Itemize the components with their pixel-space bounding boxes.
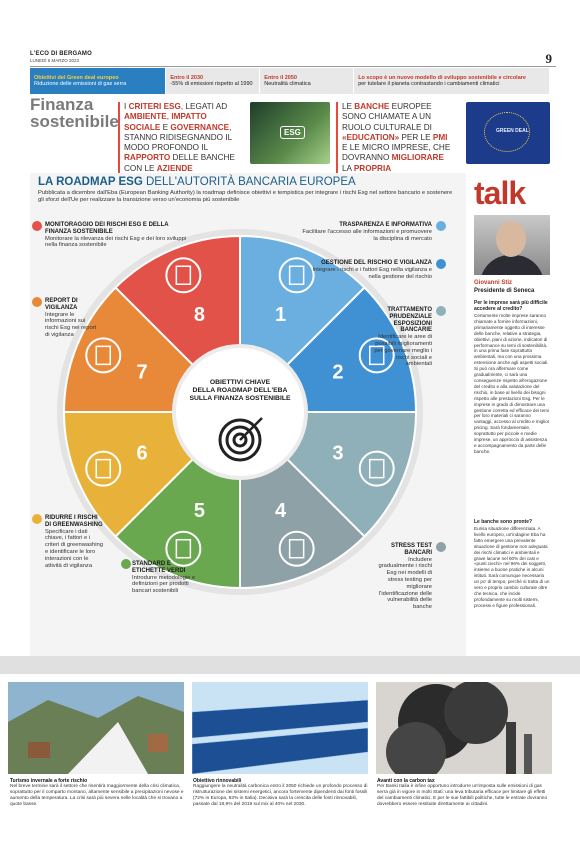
- talk-heading: talk: [474, 175, 526, 211]
- intro-banks: LE BANCHE EUROPEE SONO CHIAMATE A UN RUOLO CULTURALE DI «EDUCATION» PER LE PMI E LE MICRO IMPRESE, CHE DOVRANNO MIGLIORARE LA PROPRIA: [336, 102, 454, 184]
- center-title-line: OBIETTIVI CHIAVE: [209, 379, 271, 386]
- answer-1: Certamente molte imprese saranno chiamate a fornire informazioni, primariamente oggetto di interesse delle banche, relative a strategia, obiettivi, piani di azione, indicatori di performance su temi di sostenibilità, in una prima fase soprattutto ambientali, ma con una prossima estensione anche agli aspetti sociali. Si può ora affermare come gradualmente, ci sarà una conseguenze rispetto all'erogazione del credito e alla valutazione del rischio, in base al livello dei bisogni rispetto alle prestazioni Esg. Per le imprese in grado di dimostrare una gestione corretta ed efficace dei temi per loro materiali ci saranno vantaggi, accesso al credito e miglior pricing. Sarà fondamentale, soprattutto per piccole e medie imprese, un approccio di assistenza e accompagnamento da parte delle banche.: [474, 313, 550, 454]
- item-8-dot: [32, 221, 42, 231]
- question-1: Per le imprese sarà più difficile accedere al credito?: [474, 300, 548, 312]
- item-5-dot: [121, 559, 131, 569]
- segment-number-3: 3: [332, 442, 344, 465]
- eu-green-deal-photo: GREEN DEAL: [466, 102, 550, 164]
- item-6-dot: [32, 514, 42, 524]
- band-cell-4: Lo scopo è un nuovo modello di sviluppo sostenibile e circolare per tutelare il pianeta contrastando i cambiamenti climatici: [354, 68, 550, 94]
- item-4: STRESS TEST BANCARI Includere gradualmente i rischi Esg nei modelli di stress testing per migliorare l'identificazione delle vulnerabilità delle banche: [378, 543, 432, 611]
- answer-2: Eurisa situazione differenziata. A livello europeo, un'indagine Eba ha fatto emergere una prevalente situazione di gestione non adeguata dei rischi climatici e ambientali e grave lacune nel 60% dei casi e «punti ciechi» nel 96% dei soggetti, insieme a buone pratiche in alcuni istituti. Sarà comunque necessario un po' di tempo, perché si tratta di un vero e proprio cambio culturale oltre che tecnica, che incide profondamente su molti sistemi, processi e figure professionali.: [474, 526, 550, 608]
- segment-number-8: 8: [193, 304, 205, 327]
- roadmap-lead: Pubblicata a dicembre dall'Eba (European Banking Authority) la roadmap definisce obiettivi e tempistica per integrare i rischi Esg nel settore bancario e sostenere gli sforzi dell'Ue per realizzare la transizione verso un'economia più sostenibile: [38, 190, 453, 203]
- roadmap-title: LA ROADMAP ESG DELL'AUTORITÀ BANCARIA EUROPEA: [38, 176, 356, 188]
- item-1-dot: [436, 221, 446, 231]
- esg-photo: ESG: [250, 102, 330, 164]
- item-2: GESTIONE DEL RISCHIO E VIGILANZA Integrare i rischi e i fattori Esg nella vigilanza e nella gestione del rischio: [312, 260, 432, 280]
- item-8: MONITORAGGIO DEI RISCHI ESG E DELLA FINANZA SOSTENIBILE Monitorare la rilevanza dei rischi Esg e dei loro sviluppi nella finanza sostenibile: [45, 222, 187, 249]
- item-2-dot: [436, 259, 446, 269]
- wheel-center: [176, 348, 304, 476]
- band-cell-2: Entro il 2030 -55% di emissioni rispetto al 1990: [166, 68, 260, 94]
- segment-number-4: 4: [275, 499, 287, 522]
- item-3-dot: [436, 306, 446, 316]
- item-1: TRASPARENZA E INFORMATIVA Facilitare l'accesso alle informazioni e promuovere la disciplina di mercato: [302, 222, 432, 242]
- item-7-dot: [32, 297, 42, 307]
- segment-number-6: 6: [136, 442, 148, 465]
- item-4-dot: [436, 542, 446, 552]
- segment-number-1: 1: [275, 304, 287, 327]
- intro-esg: I CRITERI ESG, LEGATI AD AMBIENTE, IMPATTO SOCIALE E GOVERNANCE, STANNO RIDISEGNANDO IL MODO PROFONDO IL RAPPORTO DELLE BANCHE CON LE AZIENDE: [118, 102, 242, 174]
- band-cell-1: Obiettivi del Green deal europeo Riduzione delle emissioni di gas serra: [30, 68, 166, 94]
- item-6: RIDURRE I RISCHI DI GREENWASHING Specificare i dati chiave, i fattori e i criteri di greenwashing e identificare le loro interazioni con le attività di vigilanza: [45, 515, 103, 569]
- center-title-line: DELLA ROADMAP DELL'EBA: [192, 387, 288, 394]
- item-5: STANDARD E ETICHETTE VERDI Introdurre metodologie e definizioni per prodotti bancari sostenibili: [132, 561, 196, 595]
- band-cell-3: Entro il 2050 Neutralità climatica: [260, 68, 354, 94]
- page-number: 9: [545, 51, 552, 66]
- separator-band: [0, 656, 580, 674]
- solar-panels-photo: [192, 682, 368, 774]
- interviewee-role: Presidente di Seneca: [474, 288, 535, 294]
- item-3: TRATTAMENTO PRUDENZIALE ESPOSIZIONI BANCARIE Identificare le aree di possibili miglioramenti per governare meglio i rischi sociali e ambientali: [374, 307, 432, 368]
- caption-tourism: Turismo invernale a forte rischio Nel breve termine sarà il settore che risentirà maggiormente della crisi climatica, soprattutto per il comparto montano, altamente sensibile a precipitazioni nevose e aumento della temperatura. La crisi sarà più severa nelle località che si trovano a quote basse.: [10, 778, 184, 807]
- item-7: REPORT DI VIGILANZA Integrare le informazioni sui rischi Esg nei report di vigilanza: [45, 298, 97, 338]
- interviewee-name: Giovanni Stiz: [474, 280, 513, 286]
- section-title: Finanza sostenibile: [30, 95, 119, 131]
- question-2: Le banche sono pronte?: [474, 519, 533, 525]
- smokestack-photo: [376, 682, 552, 774]
- ski-slope-photo: [8, 682, 184, 774]
- caption-carbon-tax: Avanti con la carbon tax Per Banki Italia è infine opportuno introdurre un'imposta sulle emissioni di gas serra già in vigore in molti Stati: una leva tributaria efficace per limitare gli effetti del cambiamenti climatici. E per le sue fattibili politiche, tutte le entrate dovranno dovrebbero essere restituite direttamente ai cittadini.: [377, 778, 548, 807]
- issue-date: LUNEDÌ 6 MARZO 2023: [30, 58, 80, 63]
- segment-number-5: 5: [193, 499, 205, 522]
- interviewee-portrait: [474, 215, 550, 275]
- caption-renewables: Obiettivo rinnovabili Raggiungere la neutralità carbonica entro il 2050 richiede un profondo processo di ristrutturazione dei sistemi energetici, ancora fortemente dipendenti dai fonti fossili (72% in Europa, 83% in Italia). Decisiva sarà la crescita delle fonti rinnovabili, passate dal 18,9% del 2019 sul mix al 40% nel 2030.: [193, 778, 368, 807]
- segment-number-7: 7: [136, 361, 148, 384]
- newspaper-name: L'ECO DI BERGAMO: [30, 51, 92, 57]
- center-title-line: SULLA FINANZA SOSTENIBILE: [189, 395, 291, 402]
- segment-number-2: 2: [332, 361, 344, 384]
